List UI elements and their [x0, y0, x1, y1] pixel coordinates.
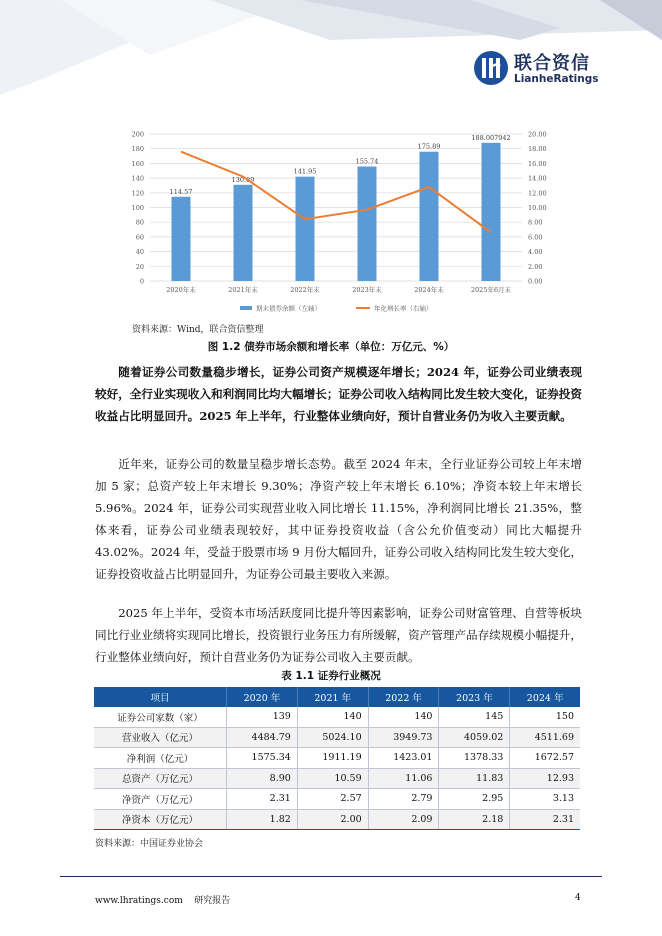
- body-paragraph-2: 2025 年上半年，受资本市场活跃度同比提升等因素影响，证券公司财富管理、自营等板块同比行业业绩将实现同比增长，投资银行业务压力有所缓解，资产管理产品存续规模小幅提升，行业整体业绩向好，预计自营业务仍为证券公司收入主要贡献。: [95, 606, 582, 664]
- y-left-tick-label: 180: [131, 145, 144, 154]
- y-left-tick-label: 40: [135, 248, 144, 257]
- table-cell: 1378.33: [439, 748, 510, 769]
- table-cell: 1423.01: [368, 748, 439, 769]
- summary-paragraph: 随着证券公司数量稳步增长，证券公司资产规模逐年增长；2024 年，证券公司业绩表现较好，全行业实现收入和利润同比均大幅增长；证券公司收入结构同比发生较大变化，证券投资收益占比明显回升。2025 年上半年，行业整体业绩向好，预计自营业务仍为收入主要贡献。: [95, 365, 582, 423]
- header-2024: 2024 年: [510, 687, 580, 707]
- table-cell: 4511.69: [510, 727, 580, 748]
- table-cell: 1911.19: [297, 748, 368, 769]
- row-label: 净利润（亿元）: [94, 748, 227, 769]
- table-cell: 140: [368, 707, 439, 727]
- body-paragraph-1: 近年来，证券公司的数量呈稳步增长态势。截至 2024 年末，全行业证券公司较上年末增加 5 家；总资产较上年末增长 9.30%；净资产较上年末增长 6.10%；净资本较上年末增长 5.96%。2024 年，证券公司实现营业收入同比增长 11.15%，净利润同比增长 21.35%，整体来看，证券公司业绩表现较好，其中证券投资收益（含公允价值变动）同比大幅提升 43.02%。2024 年，受益于股票市场 9 月份大幅回升，证券公司收入结构同比发生较大变化，证券投资收益占比明显回升，为证券公司最主要收入来源。: [95, 457, 582, 581]
- table-cell: 2.00: [297, 809, 368, 830]
- table-cell: 11.83: [439, 768, 510, 789]
- bond-market-chart: [120, 126, 560, 322]
- table-cell: 5024.10: [297, 727, 368, 748]
- legend-bar-label: 期末债券余额（左轴）: [256, 304, 321, 313]
- y-right-tick-label: 16.00: [528, 159, 547, 168]
- legend-line-label: 年化增长率（右轴）: [374, 304, 433, 313]
- bar: [482, 143, 501, 281]
- bar: [420, 152, 439, 281]
- brand-name-cn: 联合资信: [514, 53, 590, 74]
- bar: [172, 197, 191, 281]
- securities-industry-table: [94, 687, 580, 830]
- table-cell: 2.95: [439, 789, 510, 810]
- table-cell: 3.13: [510, 789, 580, 810]
- x-tick-label: 2024年末: [414, 286, 444, 294]
- header-2021: 2021 年: [297, 687, 368, 707]
- table-cell: 140: [297, 707, 368, 727]
- bar: [296, 177, 315, 281]
- table-cell: 2.79: [368, 789, 439, 810]
- table-row: [94, 707, 580, 727]
- x-tick-label: 2022年末: [290, 286, 320, 294]
- table-cell: 2.57: [297, 789, 368, 810]
- table-cell: 2.18: [439, 809, 510, 830]
- header-item: 项目: [94, 687, 227, 707]
- bar-data-label: 188.007942: [471, 133, 511, 142]
- header-2022: 2022 年: [368, 687, 439, 707]
- bar-data-label: 155.74: [355, 157, 379, 166]
- row-label: 净资产（万亿元）: [94, 789, 227, 810]
- y-right-tick-label: 14.00: [528, 174, 547, 183]
- row-label: 证券公司家数（家）: [94, 707, 227, 727]
- brand-name-en: LianheRatings: [514, 73, 599, 85]
- y-right-tick-label: 8.00: [528, 218, 543, 227]
- x-tick-label: 2023年末: [352, 286, 382, 294]
- y-right-tick-label: 18.00: [528, 145, 547, 154]
- table-cell: 2.09: [368, 809, 439, 830]
- table-cell: 1.82: [227, 809, 298, 830]
- table-row: [94, 768, 580, 789]
- table-row: [94, 748, 580, 769]
- bar-data-label: 175.89: [417, 142, 441, 151]
- bar: [358, 167, 377, 281]
- table-row: [94, 727, 580, 748]
- table-caption: 表 1.1 证券行业概况: [281, 670, 381, 682]
- table-cell: 11.06: [368, 768, 439, 789]
- growth-rate-line: [181, 152, 491, 233]
- x-tick-label: 2021年末: [228, 286, 258, 294]
- x-tick-label: 2020年末: [166, 286, 196, 294]
- row-label: 营业收入（亿元）: [94, 727, 227, 748]
- table-cell: 2.31: [510, 809, 580, 830]
- footer-left: [95, 893, 230, 906]
- table-cell: 2.31: [227, 789, 298, 810]
- table-cell: 8.90: [227, 768, 298, 789]
- bar: [234, 185, 253, 281]
- row-label: 总资产（万亿元）: [94, 768, 227, 789]
- table-cell: 4484.79: [227, 727, 298, 748]
- row-label: 净资本（万亿元）: [94, 809, 227, 830]
- y-right-tick-label: 20.00: [528, 130, 547, 139]
- y-left-tick-label: 80: [135, 218, 144, 227]
- y-left-tick-label: 160: [131, 159, 144, 168]
- figure-source: 资料来源：Wind，联合资信整理: [132, 325, 264, 335]
- table-cell: 4059.02: [439, 727, 510, 748]
- y-left-tick-label: 60: [135, 233, 144, 242]
- table-cell: 3949.73: [368, 727, 439, 748]
- y-right-tick-label: 0.00: [528, 277, 543, 286]
- y-left-tick-label: 140: [131, 174, 144, 183]
- figure-caption: 图 1.2 债券市场余额和增长率（单位：万亿元、%）: [207, 341, 455, 353]
- header-2020: 2020 年: [227, 687, 298, 707]
- table-cell: 150: [510, 707, 580, 727]
- table-source: 资料来源：中国证券业协会: [95, 839, 204, 849]
- table-cell: 139: [227, 707, 298, 727]
- table-cell: 145: [439, 707, 510, 727]
- table-cell: 10.59: [297, 768, 368, 789]
- lianhe-logo-icon: [473, 50, 509, 86]
- y-right-tick-label: 4.00: [528, 248, 543, 257]
- bar-data-label: 114.57: [169, 187, 193, 196]
- table-row: [94, 789, 580, 810]
- footer-website-link[interactable]: www.lhratings.com: [95, 896, 183, 906]
- y-right-tick-label: 10.00: [528, 204, 547, 212]
- y-left-tick-label: 200: [131, 130, 144, 139]
- table-cell: 1672.57: [510, 748, 580, 769]
- footer-divider: [60, 876, 602, 877]
- y-right-tick-label: 6.00: [528, 233, 543, 242]
- y-left-tick-label: 120: [131, 189, 144, 198]
- y-left-tick-label: 100: [131, 204, 144, 212]
- table-header-row: [94, 687, 580, 707]
- bar-data-label: 130.89: [231, 175, 255, 184]
- bar-data-label: 141.95: [293, 167, 317, 176]
- y-left-tick-label: 0: [139, 277, 144, 286]
- y-right-tick-label: 2.00: [528, 262, 543, 271]
- table-row: [94, 809, 580, 830]
- x-tick-label: 2025年6月末: [470, 286, 512, 294]
- page-number: 4: [575, 893, 581, 903]
- table-cell: 1575.34: [227, 748, 298, 769]
- y-left-tick-label: 20: [135, 262, 144, 271]
- legend-bar-swatch: [240, 306, 252, 310]
- header-2023: 2023 年: [439, 687, 510, 707]
- y-right-tick-label: 12.00: [528, 189, 547, 198]
- footer-section-label: 研究报告: [194, 896, 231, 906]
- table-cell: 12.93: [510, 768, 580, 789]
